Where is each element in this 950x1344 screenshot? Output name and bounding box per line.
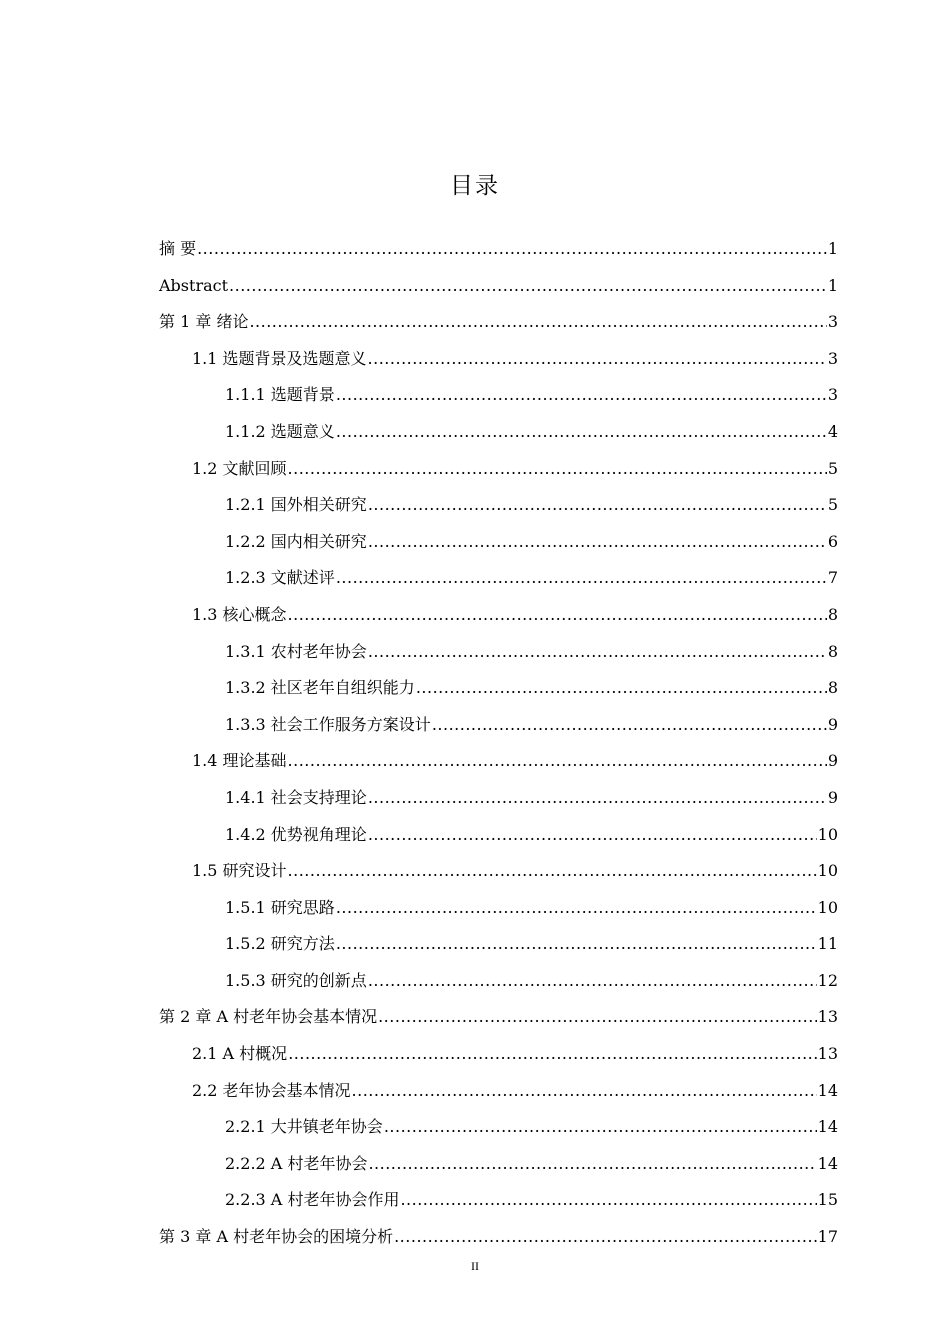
toc-dot-leader [368,780,827,817]
toc-entry-label: 1.3.2 社区老年自组织能力 [225,678,415,698]
toc-entry-page-number: 9 [827,714,838,734]
toc-entry-page-number: 8 [827,678,838,698]
toc-dot-leader [368,817,817,854]
toc-dot-leader [336,926,817,963]
toc-dot-leader [336,890,817,927]
toc-entry[interactable] [159,414,838,451]
toc-entry-label: 1.4 理论基础 [192,751,287,771]
toc-entry-page-number: 10 [817,897,838,917]
toc-dot-leader [197,231,827,268]
toc-entry[interactable] [159,341,838,378]
toc-entry[interactable] [159,597,838,634]
toc-entry[interactable] [159,707,838,744]
toc-entry-label: 1.3 核心概念 [192,604,287,624]
toc-dot-leader [336,560,827,597]
toc-entry[interactable] [159,890,838,927]
toc-entry-label: 1.4.2 优势视角理论 [225,824,367,844]
toc-entry-label: 1.1.2 选题意义 [225,421,335,441]
toc-entry[interactable] [159,670,838,707]
toc-entry-page-number: 4 [827,421,838,441]
toc-dot-leader [368,487,827,524]
toc-dot-leader [336,377,827,414]
page-title: 目录 [450,173,500,199]
toc-entry-page-number: 10 [817,861,838,881]
toc-dot-leader [288,853,817,890]
toc-entry-page-number: 12 [817,970,838,990]
toc-entry[interactable] [159,1073,838,1110]
toc-entry-label: 1.5.3 研究的创新点 [225,970,367,990]
toc-dot-leader [384,1109,817,1146]
toc-entry-page-number: 3 [827,348,838,368]
toc-entry[interactable] [159,1036,838,1073]
toc-entry[interactable] [159,487,838,524]
toc-entry[interactable] [159,1219,838,1256]
toc-dot-leader [288,597,827,634]
toc-entry-label: 1.2.2 国内相关研究 [225,531,367,551]
toc-entry-label: 2.2.1 大井镇老年协会 [225,1117,383,1137]
toc-entry-page-number: 17 [817,1227,838,1247]
toc-entry-page-number: 5 [827,495,838,515]
toc-dot-leader [394,1219,817,1256]
toc-entry[interactable] [159,963,838,1000]
toc-entry-label: 1.4.1 社会支持理论 [225,787,367,807]
toc-entry-page-number: 9 [827,787,838,807]
toc-entry-page-number: 7 [827,568,838,588]
toc-entry-page-number: 15 [817,1190,838,1210]
toc-entry-page-number: 10 [817,824,838,844]
toc-entry-page-number: 5 [827,458,838,478]
toc-dot-leader [368,634,827,671]
toc-entry[interactable] [159,524,838,561]
toc-entry-page-number: 14 [817,1080,838,1100]
toc-dot-leader [400,1182,816,1219]
toc-dot-leader [368,963,817,1000]
toc-entry-page-number: 14 [817,1153,838,1173]
toc-dot-leader [368,1146,816,1183]
toc-entry-label: 1.2 文献回顾 [192,458,287,478]
toc-entry-page-number: 8 [827,604,838,624]
toc-entry[interactable] [159,780,838,817]
toc-dot-leader [249,304,826,341]
toc-dot-leader [352,1073,817,1110]
toc-entry-label: 摘 要 [159,239,197,258]
toc-entry[interactable] [159,304,838,341]
toc-entry-label: 1.2.1 国外相关研究 [225,495,367,515]
toc-entry[interactable] [159,268,838,305]
toc-dot-leader [432,707,827,744]
toc-entry-label: 1.1 选题背景及选题意义 [192,348,367,368]
toc-entry-label: 2.2.2 A 村老年协会 [225,1153,368,1173]
toc-entry[interactable] [159,1146,838,1183]
toc-dot-leader [378,999,817,1036]
toc-dot-leader [288,451,827,488]
toc-entry-page-number: 1 [827,239,838,258]
page-number-footer: II [471,1259,479,1273]
toc-dot-leader [368,341,827,378]
toc-entry-label: 1.3.1 农村老年协会 [225,641,367,661]
toc-entry-page-number: 11 [817,934,838,954]
toc-entry-page-number: 9 [827,751,838,771]
toc-entry-label: 第 1 章 绪论 [159,312,249,332]
toc-entry-label: 1.5 研究设计 [192,861,287,881]
toc-dot-leader [288,1036,816,1073]
toc-entry-page-number: 14 [817,1117,838,1137]
toc-entry-label: 1.3.3 社会工作服务方案设计 [225,714,431,734]
toc-entry[interactable] [159,377,838,414]
toc-dot-leader [288,743,827,780]
toc-entry-page-number: 3 [827,312,838,332]
toc-entry[interactable] [159,999,838,1036]
toc-entry-label: 1.2.3 文献述评 [225,568,335,588]
toc-entry-label: 第 2 章 A 村老年协会基本情况 [159,1007,378,1027]
toc-entry[interactable] [159,853,838,890]
toc-entry-page-number: 13 [817,1044,838,1064]
toc-entry[interactable] [159,1182,838,1219]
toc-entry[interactable] [159,926,838,963]
toc-entry[interactable] [159,817,838,854]
toc-dot-leader [229,268,827,305]
toc-entry[interactable] [159,634,838,671]
toc-entry-page-number: 3 [827,385,838,405]
toc-entry-page-number: 13 [817,1007,838,1027]
toc-entry-label: 1.5.1 研究思路 [225,897,335,917]
toc-entry-page-number: 1 [827,275,838,295]
toc-entry[interactable] [159,1109,838,1146]
toc-entry[interactable] [159,451,838,488]
toc-entry[interactable] [159,743,838,780]
toc-dot-leader [416,670,827,707]
toc-entry[interactable] [159,231,838,268]
toc-entry-label: 第 3 章 A 村老年协会的困境分析 [159,1227,394,1247]
toc-entry-label: Abstract [159,275,229,295]
toc-dot-leader [336,414,827,451]
toc-entry-label: 1.5.2 研究方法 [225,934,335,954]
toc-entry-page-number: 6 [827,531,838,551]
toc-entry-label: 1.1.1 选题背景 [225,385,335,405]
toc-entry-label: 2.2 老年协会基本情况 [192,1080,351,1100]
toc-dot-leader [368,524,827,561]
toc-entry[interactable] [159,560,838,597]
toc-entry-page-number: 8 [827,641,838,661]
table-of-contents [159,231,838,1256]
toc-entry-label: 2.2.3 A 村老年协会作用 [225,1190,400,1210]
toc-entry-label: 2.1 A 村概况 [192,1044,288,1064]
